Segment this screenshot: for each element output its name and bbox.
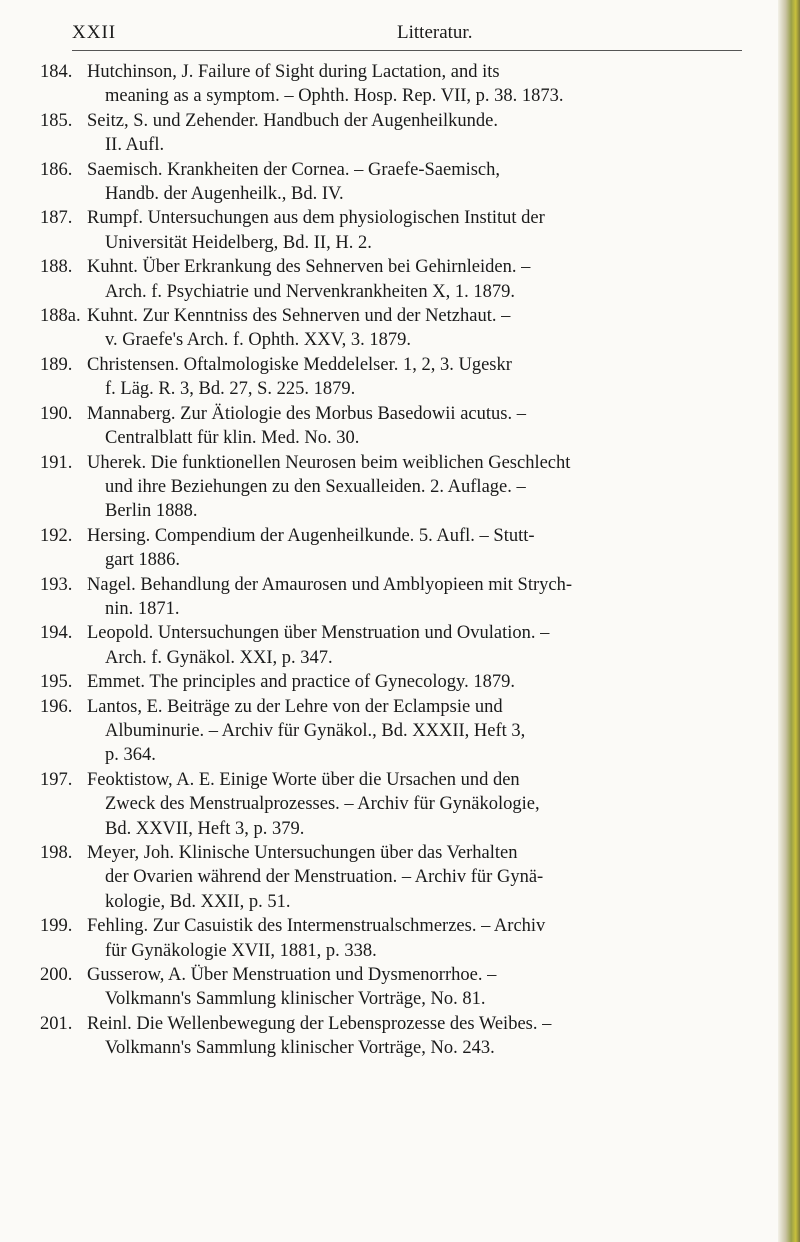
reference-number: 187. xyxy=(40,208,73,229)
reference-line: II. Aufl. xyxy=(105,135,165,156)
reference-text xyxy=(87,402,750,451)
reference-line: f. Läg. R. 3, Bd. 27, S. 225. 1879. xyxy=(105,379,356,400)
reference-text xyxy=(87,695,750,768)
reference-number: 201. xyxy=(40,1013,73,1034)
reference-line: Reinl. Die Wellenbewegung der Lebensprozesse des Weibes. – xyxy=(87,1013,552,1034)
reference-entry xyxy=(40,451,750,524)
reference-line: Gusserow, A. Über Menstruation und Dysmenorrhoe. – xyxy=(87,965,497,986)
reference-line: p. 364. xyxy=(105,745,156,766)
reference-number: 186. xyxy=(40,159,73,180)
page-header xyxy=(72,22,742,51)
reference-number: 190. xyxy=(40,403,73,424)
reference-line: Handb. der Augenheilk., Bd. IV. xyxy=(105,184,344,205)
reference-line: nin. 1871. xyxy=(105,598,180,619)
reference-number: 184. xyxy=(40,62,73,82)
reference-line: Kuhnt. Über Erkrankung des Sehnerven bei Gehirnleiden. – xyxy=(87,257,531,278)
reference-line: Volkmann's Sammlung klinischer Vorträge, No. 81. xyxy=(105,989,486,1010)
reference-number: 200. xyxy=(40,965,73,986)
reference-number: 195. xyxy=(40,672,73,693)
running-title: Litteratur. xyxy=(397,22,473,43)
reference-line: Saemisch. Krankheiten der Cornea. – Graefe-Saemisch, xyxy=(87,159,501,180)
reference-line: Bd. XXVII, Heft 3, p. 379. xyxy=(105,818,305,839)
reference-text xyxy=(87,768,750,841)
reference-line: Arch. f. Psychiatrie und Nervenkrankheiten X, 1. 1879. xyxy=(105,281,515,302)
reference-number: 196. xyxy=(40,696,73,717)
reference-text xyxy=(87,1012,750,1061)
reference-entry xyxy=(40,621,750,670)
reference-line: Arch. f. Gynäkol. XXI, p. 347. xyxy=(105,647,333,668)
reference-text xyxy=(87,60,750,109)
reference-entry xyxy=(40,109,750,158)
reference-line: Lantos, E. Beiträge zu der Lehre von der Eclampsie und xyxy=(87,696,503,717)
reference-text xyxy=(87,109,750,158)
reference-entry xyxy=(40,573,750,622)
reference-line: Kuhnt. Zur Kenntniss des Sehnerven und der Netzhaut. – xyxy=(87,306,511,327)
reference-line: Meyer, Joh. Klinische Untersuchungen über das Verhalten xyxy=(87,843,518,863)
reference-entry xyxy=(40,353,750,402)
book-spine-edge xyxy=(778,0,800,1242)
reference-number: 197. xyxy=(40,769,73,790)
reference-entry xyxy=(40,158,750,207)
reference-line: Leopold. Untersuchungen über Menstruation und Ovulation. – xyxy=(87,623,550,644)
reference-entry xyxy=(40,304,750,353)
reference-number: 185. xyxy=(40,110,73,131)
reference-text xyxy=(87,158,750,207)
reference-number: 191. xyxy=(40,452,73,473)
reference-number: 198. xyxy=(40,843,73,863)
reference-entry xyxy=(40,841,750,914)
reference-line: Centralblatt für klin. Med. No. 30. xyxy=(105,428,360,449)
reference-line: Fehling. Zur Casuistik des Intermenstrualschmerzes. – Archiv xyxy=(87,916,546,937)
reference-text xyxy=(87,621,750,670)
reference-line: Nagel. Behandlung der Amaurosen und Amblyopieen mit Strych- xyxy=(87,574,573,595)
reference-entry xyxy=(40,1012,750,1061)
reference-entry xyxy=(40,670,750,694)
reference-entry xyxy=(40,695,750,768)
reference-line: Hutchinson, J. Failure of Sight during Lactation, and its xyxy=(87,62,500,82)
reference-entry xyxy=(40,963,750,1012)
reference-number: 188. xyxy=(40,257,73,278)
reference-text xyxy=(87,451,750,524)
reference-text xyxy=(87,963,750,1012)
reference-entry xyxy=(40,402,750,451)
reference-line: der Ovarien während der Menstruation. – Archiv für Gynä- xyxy=(105,867,544,888)
reference-line: Seitz, S. und Zehender. Handbuch der Augenheilkunde. xyxy=(87,110,499,131)
reference-line: Uherek. Die funktionellen Neurosen beim weiblichen Geschlecht xyxy=(87,452,571,473)
page-number: XXII xyxy=(72,22,117,43)
reference-text xyxy=(87,206,750,255)
reference-line: Mannaberg. Zur Ätiologie des Morbus Basedowii acutus. – xyxy=(87,403,526,424)
reference-line: Albuminurie. – Archiv für Gynäkol., Bd. XXXII, Heft 3, xyxy=(105,720,526,741)
reference-number: 194. xyxy=(40,623,73,644)
reference-line: Berlin 1888. xyxy=(105,501,198,522)
reference-line: für Gynäkologie XVII, 1881, p. 338. xyxy=(105,940,377,961)
reference-line: Emmet. The principles and practice of Gynecology. 1879. xyxy=(87,672,515,693)
reference-line: Feoktistow, A. E. Einige Worte über die Ursachen und den xyxy=(87,769,520,790)
reference-line: v. Graefe's Arch. f. Ophth. XXV, 3. 1879. xyxy=(105,330,411,351)
reference-text xyxy=(87,841,750,914)
reference-entry xyxy=(40,914,750,963)
reference-line: und ihre Beziehungen zu den Sexualleiden. 2. Auflage. – xyxy=(105,476,526,497)
reference-text xyxy=(87,524,750,573)
reference-line: kologie, Bd. XXII, p. 51. xyxy=(105,891,291,912)
reference-line: meaning as a symptom. – Ophth. Hosp. Rep. VII, p. 38. 1873. xyxy=(105,86,564,107)
reference-number: 189. xyxy=(40,354,73,375)
reference-text xyxy=(87,670,750,694)
reference-text xyxy=(87,353,750,402)
reference-line: Hersing. Compendium der Augenheilkunde. 5. Aufl. – Stutt- xyxy=(87,525,535,546)
reference-line: gart 1886. xyxy=(105,550,181,571)
reference-entry xyxy=(40,255,750,304)
reference-number: 188a. xyxy=(40,306,81,327)
reference-text xyxy=(87,255,750,304)
reference-line: Zweck des Menstrualprozesses. – Archiv für Gynäkologie, xyxy=(105,794,540,815)
reference-entry xyxy=(40,524,750,573)
reference-number: 193. xyxy=(40,574,73,595)
reference-line: Volkmann's Sammlung klinischer Vorträge, No. 243. xyxy=(105,1038,495,1059)
reference-line: Christensen. Oftalmologiske Meddelelser. 1, 2, 3. Ugeskr xyxy=(87,354,512,375)
reference-entry xyxy=(40,206,750,255)
reference-list xyxy=(40,60,750,1061)
reference-number: 199. xyxy=(40,916,73,937)
reference-text xyxy=(87,573,750,622)
reference-text xyxy=(87,914,750,963)
reference-text xyxy=(87,304,750,353)
reference-line: Rumpf. Untersuchungen aus dem physiologischen Institut der xyxy=(87,208,545,229)
reference-number: 192. xyxy=(40,525,73,546)
reference-line: Universität Heidelberg, Bd. II, H. 2. xyxy=(105,232,372,253)
reference-entry xyxy=(40,60,750,109)
reference-entry xyxy=(40,768,750,841)
